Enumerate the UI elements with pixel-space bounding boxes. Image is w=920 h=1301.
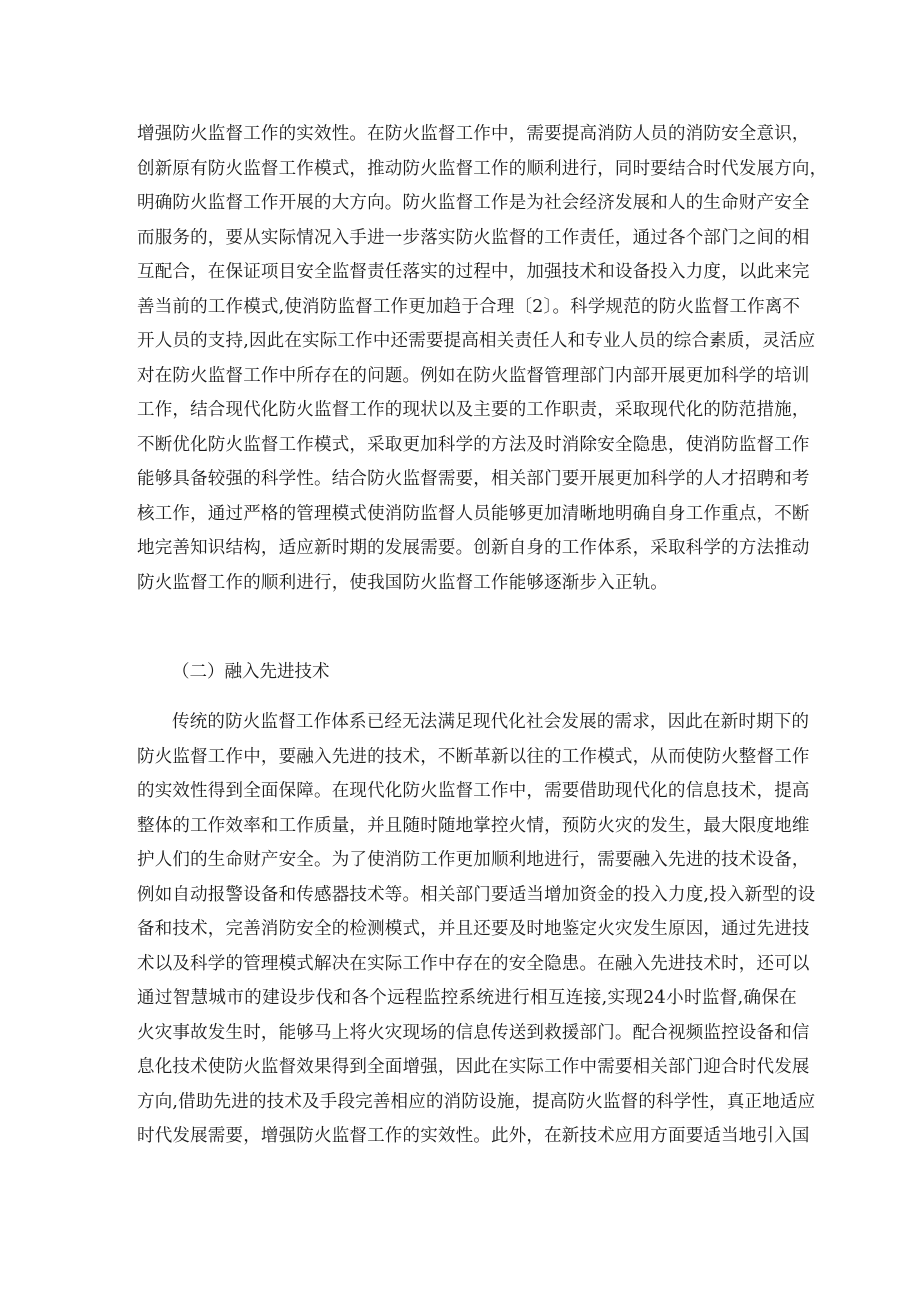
- paragraph-line: 互配合，在保证项目安全监督责任落实的过程中，加强技术和设备投入力度，以此来完: [137, 262, 810, 282]
- paragraph-line: 不断优化防火监督工作模式，采取更加科学的方法及时消除安全隐患，使消防监督工作: [137, 434, 810, 455]
- paragraph-line: 防火监督工作中，要融入先进的技术，不断革新以往的工作模式，从而使防火整督工作: [137, 746, 810, 767]
- paragraph-line: 增强防火监督工作的实效性。在防火监督工作中，需要提高消防人员的消防安全意识，: [137, 124, 810, 144]
- paragraph-line: 而服务的，要从实际情况入手进一步落实防火监督的工作责任，通过各个部门之间的相: [137, 227, 810, 248]
- paragraph-line: 明确防火监督工作开展的大方向。防火监督工作是为社会经济发展和人的生命财产安全: [137, 193, 810, 213]
- paragraph-line: 善当前的工作模式,使消防监督工作更加趋于合理〔2〕。科学规范的防火监督工作离不: [137, 296, 801, 317]
- paragraph-line: 备和技术，完善消防安全的检测模式，并且还要及时地鉴定火灾发生原因，通过先进技: [137, 919, 810, 939]
- paragraph-line: 方向,借助先进的技术及手段完善相应的消防设施，提高防火监督的科学性，真正地适应: [137, 1091, 816, 1112]
- paragraph-line: 术以及科学的管理模式解决在实际工作中存在的安全隐患。在融入先进技术时，还可以: [137, 953, 810, 974]
- paragraph-line: 工作，结合现代化防火监督工作的现状以及主要的工作职责，采取现代化的防范措施，: [137, 400, 810, 420]
- section-heading: （二）融入先进技术: [172, 662, 330, 682]
- paragraph-line: 息化技术使防火监督效果得到全面增强，因此在实际工作中需要相关部门迎合时代发展: [137, 1057, 810, 1077]
- paragraph-line: 整体的工作效率和工作质量，并且随时随地掌控火情，预防火灾的发生，最大限度地维: [137, 815, 810, 836]
- paragraph-line: 例如自动报警设备和传感器技术等。相关部门要适当增加资金的投入力度,投入新型的设: [137, 884, 816, 905]
- paragraph-1: [137, 117, 828, 600]
- paragraph-2: [137, 705, 816, 1154]
- paragraph-line: 护人们的生命财产安全。为了使消防工作更加顺利地进行，需要融入先进的技术设备，: [137, 850, 810, 870]
- paragraph-line: 对在防火监督工作中所存在的问题。例如在防火监督管理部门内部开展更加科学的培训: [137, 365, 810, 386]
- paragraph-line: 开人员的支持,因此在实际工作中还需要提高相关责任人和专业人员的综合素质，灵活应: [137, 331, 816, 351]
- paragraph-line: 通过智慧城市的建设步伐和各个远程监控系统进行相互连接,实现24小时监督,确保在: [137, 988, 797, 1008]
- paragraph-line: 传统的防火监督工作体系已经无法满足现代化社会发展的需求，因此在新时期下的: [172, 712, 810, 732]
- paragraph-line: 核工作，通过严格的管理模式使消防监督人员能够更加清晰地明确自身工作重点，不断: [137, 503, 810, 524]
- paragraph-line: 防火监督工作的顺利进行，使我国防火监督工作能够逐渐步入正轨。: [137, 572, 668, 593]
- paragraph-line: 火灾事故发生时，能够马上将火灾现场的信息传送到救援部门。配合视频监控设备和信: [137, 1022, 810, 1043]
- paragraph-line: 能够具备较强的科学性。结合防火监督需要，相关部门要开展更加科学的人才招聘和考: [137, 469, 810, 489]
- paragraph-line: 时代发展需要，增强防火监督工作的实效性。此外，在新技术应用方面要适当地引入国: [137, 1126, 810, 1146]
- paragraph-line: 地完善知识结构，适应新时期的发展需要。创新自身的工作体系，采取科学的方法推动: [137, 538, 810, 558]
- paragraph-line: 创新原有防火监督工作模式，推动防火监督工作的顺利进行，同时要结合时代发展方向，: [137, 158, 828, 179]
- paragraph-line: 的实效性得到全面保障。在现代化防火监督工作中，需要借助现代化的信息技术，提高: [137, 781, 810, 801]
